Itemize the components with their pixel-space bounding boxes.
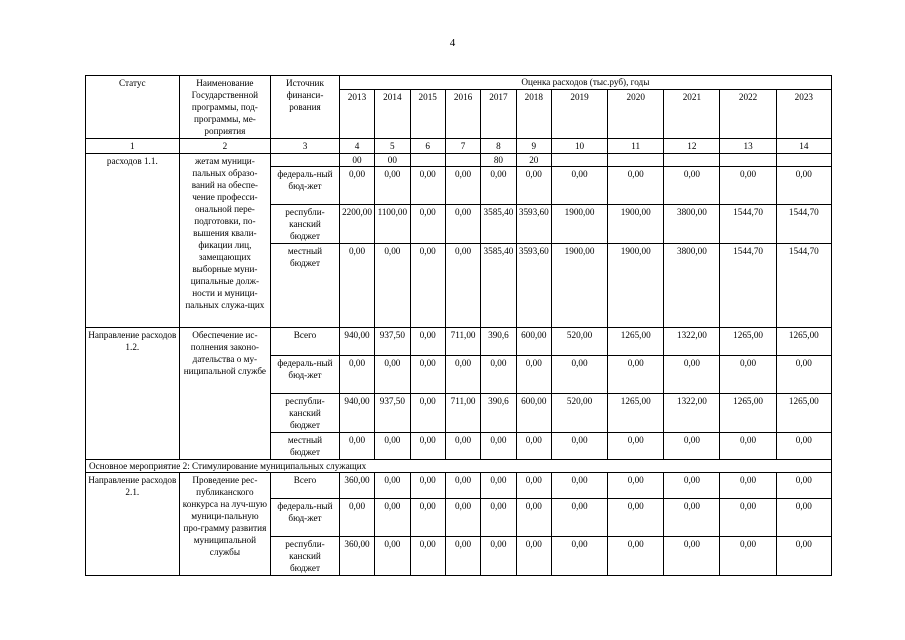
column-number: 7 (445, 139, 480, 154)
value-cell: 0,00 (445, 356, 480, 394)
column-number: 11 (608, 139, 664, 154)
value-cell: 0,00 (608, 473, 664, 499)
value-cell: 0,00 (776, 537, 831, 576)
value-cell: 0,00 (516, 473, 551, 499)
value-cell: 0,00 (410, 167, 445, 205)
header-year: 2022 (720, 90, 776, 139)
value-cell: 1100,00 (375, 205, 410, 244)
value-cell: 1265,00 (776, 328, 831, 356)
column-number: 8 (481, 139, 516, 154)
value-cell: 0,00 (516, 167, 551, 205)
value-cell: 0,00 (410, 328, 445, 356)
value-cell: 0,00 (664, 356, 720, 394)
value-cell: 0,00 (608, 356, 664, 394)
value-cell: 1322,00 (664, 394, 720, 433)
value-cell: 0,00 (339, 244, 374, 328)
value-cell: 0,00 (375, 499, 410, 537)
value-cell: 3593,60 (516, 244, 551, 328)
source-cell: федераль-ный бюд-жет (271, 167, 340, 205)
measure-name: Обеспечение ис-полнения законо-дательства о му-ниципальной службе (179, 328, 271, 460)
value-cell: 0,00 (720, 167, 776, 205)
value-cell: 00 (375, 154, 410, 167)
value-cell (720, 154, 776, 167)
value-cell: 520,00 (551, 328, 607, 356)
value-cell: 0,00 (720, 473, 776, 499)
value-cell: 3593,60 (516, 205, 551, 244)
header-year: 2019 (551, 90, 607, 139)
value-cell: 0,00 (664, 537, 720, 576)
value-cell: 0,00 (375, 433, 410, 460)
value-cell: 0,00 (445, 433, 480, 460)
value-cell: 0,00 (445, 167, 480, 205)
value-cell: 0,00 (776, 167, 831, 205)
value-cell: 3800,00 (664, 244, 720, 328)
value-cell: 20 (516, 154, 551, 167)
value-cell: 00 (339, 154, 374, 167)
value-cell: 0,00 (375, 167, 410, 205)
value-cell: 0,00 (551, 473, 607, 499)
value-cell: 0,00 (516, 433, 551, 460)
value-cell: 0,00 (375, 244, 410, 328)
value-cell: 1900,00 (608, 244, 664, 328)
header-estimate: Оценка расходов (тыс.руб), годы (339, 76, 831, 90)
value-cell: 0,00 (516, 537, 551, 576)
column-number: 14 (776, 139, 831, 154)
header-name: Наименование Государственной программы, под-программы, ме-роприятия (179, 76, 271, 139)
table-row (86, 473, 832, 499)
value-cell: 1322,00 (664, 328, 720, 356)
source-cell: республи-канский бюджет (271, 394, 340, 433)
value-cell: 0,00 (445, 499, 480, 537)
header-year: 2020 (608, 90, 664, 139)
value-cell: 940,00 (339, 394, 374, 433)
value-cell: 0,00 (410, 394, 445, 433)
value-cell: 0,00 (664, 167, 720, 205)
value-cell: 0,00 (339, 167, 374, 205)
value-cell: 600,00 (516, 328, 551, 356)
header-year: 2023 (776, 90, 831, 139)
value-cell: 0,00 (375, 537, 410, 576)
value-cell: 0,00 (516, 356, 551, 394)
value-cell: 0,00 (481, 356, 516, 394)
value-cell: 390,6 (481, 394, 516, 433)
header-year: 2015 (410, 90, 445, 139)
value-cell: 0,00 (410, 244, 445, 328)
value-cell: 711,00 (445, 328, 480, 356)
header-year: 2013 (339, 90, 374, 139)
value-cell (608, 154, 664, 167)
value-cell: 3585,40 (481, 205, 516, 244)
value-cell: 0,00 (720, 433, 776, 460)
value-cell: 1544,70 (720, 205, 776, 244)
value-cell (776, 154, 831, 167)
value-cell: 0,00 (551, 167, 607, 205)
column-number-row (86, 139, 832, 154)
value-cell: 0,00 (375, 473, 410, 499)
value-cell: 0,00 (516, 499, 551, 537)
header-year: 2014 (375, 90, 410, 139)
value-cell: 0,00 (551, 499, 607, 537)
value-cell: 0,00 (339, 356, 374, 394)
value-cell: 0,00 (445, 473, 480, 499)
table-row (86, 328, 832, 356)
value-cell (410, 154, 445, 167)
value-cell: 80 (481, 154, 516, 167)
value-cell: 0,00 (481, 537, 516, 576)
column-number: 4 (339, 139, 374, 154)
value-cell: 360,00 (339, 473, 374, 499)
value-cell (664, 154, 720, 167)
value-cell: 0,00 (776, 356, 831, 394)
status-cell: Направление расходов 1.2. (86, 328, 180, 460)
budget-table (85, 75, 832, 576)
header-year: 2016 (445, 90, 480, 139)
header-year: 2017 (481, 90, 516, 139)
value-cell: 0,00 (664, 433, 720, 460)
value-cell: 711,00 (445, 394, 480, 433)
value-cell (551, 154, 607, 167)
status-cell: Направление расходов 2.1. (86, 473, 180, 576)
value-cell: 0,00 (410, 537, 445, 576)
column-number: 5 (375, 139, 410, 154)
source-cell: местный бюджет (271, 244, 340, 328)
column-number: 3 (271, 139, 340, 154)
value-cell: 0,00 (608, 537, 664, 576)
value-cell: 0,00 (608, 433, 664, 460)
header-source: Источник финанси-рования (271, 76, 340, 139)
value-cell: 1265,00 (608, 328, 664, 356)
measure-name: Проведение рес-публиканского конкурса на луч-шую муници-пальную про-грамму развития муниципальной службы (179, 473, 271, 576)
header-status: Статус (86, 76, 180, 139)
value-cell: 0,00 (339, 499, 374, 537)
value-cell: 1900,00 (551, 205, 607, 244)
column-number: 1 (86, 139, 180, 154)
column-number: 9 (516, 139, 551, 154)
section-row (86, 460, 832, 473)
section-title: Основное мероприятие 2: Стимулирование муниципальных служащих (86, 460, 832, 473)
value-cell: 1544,70 (776, 244, 831, 328)
value-cell: 0,00 (720, 537, 776, 576)
value-cell: 1265,00 (608, 394, 664, 433)
source-cell: федераль-ный бюд-жет (271, 356, 340, 394)
value-cell: 0,00 (551, 433, 607, 460)
source-cell: местный бюджет (271, 433, 340, 460)
source-cell: Всего (271, 473, 340, 499)
status-cell: расходов 1.1. (86, 154, 180, 328)
value-cell: 0,00 (410, 205, 445, 244)
column-number: 6 (410, 139, 445, 154)
header-row (86, 76, 832, 90)
value-cell: 0,00 (551, 537, 607, 576)
value-cell (445, 154, 480, 167)
value-cell: 0,00 (608, 167, 664, 205)
value-cell: 1265,00 (720, 328, 776, 356)
value-cell: 390,6 (481, 328, 516, 356)
value-cell: 0,00 (481, 473, 516, 499)
value-cell: 0,00 (481, 499, 516, 537)
source-cell: Всего (271, 328, 340, 356)
header-year: 2018 (516, 90, 551, 139)
value-cell: 0,00 (720, 499, 776, 537)
value-cell: 2200,00 (339, 205, 374, 244)
value-cell: 0,00 (481, 167, 516, 205)
value-cell: 0,00 (664, 499, 720, 537)
source-cell: республи-канский бюджет (271, 537, 340, 576)
value-cell: 1900,00 (551, 244, 607, 328)
header-year: 2021 (664, 90, 720, 139)
value-cell: 0,00 (339, 433, 374, 460)
value-cell: 0,00 (776, 433, 831, 460)
value-cell: 937,50 (375, 328, 410, 356)
source-cell (271, 154, 340, 167)
measure-name: жетам муници-пальных образо-ваний на обеспе-чение професси-ональной пере-подготовки, по-вышения квали-фикации лиц, замещающих выборные муни-ципальные долж-ности и муници-пальных служа-щих (179, 154, 271, 328)
value-cell: 1544,70 (720, 244, 776, 328)
source-cell: федераль-ный бюд-жет (271, 499, 340, 537)
value-cell: 937,50 (375, 394, 410, 433)
value-cell: 0,00 (720, 356, 776, 394)
value-cell: 1900,00 (608, 205, 664, 244)
value-cell: 3800,00 (664, 205, 720, 244)
value-cell: 0,00 (776, 473, 831, 499)
value-cell: 0,00 (608, 499, 664, 537)
value-cell: 0,00 (481, 433, 516, 460)
value-cell: 600,00 (516, 394, 551, 433)
value-cell: 1265,00 (720, 394, 776, 433)
value-cell: 0,00 (551, 356, 607, 394)
column-number: 10 (551, 139, 607, 154)
value-cell: 0,00 (776, 499, 831, 537)
value-cell: 0,00 (664, 473, 720, 499)
column-number: 2 (179, 139, 271, 154)
value-cell: 3585,40 (481, 244, 516, 328)
value-cell: 0,00 (410, 356, 445, 394)
value-cell: 520,00 (551, 394, 607, 433)
value-cell: 1265,00 (776, 394, 831, 433)
value-cell: 0,00 (410, 433, 445, 460)
value-cell: 0,00 (410, 473, 445, 499)
column-number: 13 (720, 139, 776, 154)
column-number: 12 (664, 139, 720, 154)
value-cell: 1544,70 (776, 205, 831, 244)
page-number: 4 (449, 37, 456, 49)
value-cell: 940,00 (339, 328, 374, 356)
value-cell: 0,00 (410, 499, 445, 537)
value-cell: 0,00 (445, 205, 480, 244)
value-cell: 360,00 (339, 537, 374, 576)
value-cell: 0,00 (445, 244, 480, 328)
table-row (86, 154, 832, 167)
value-cell: 0,00 (375, 356, 410, 394)
source-cell: республи-канский бюджет (271, 205, 340, 244)
value-cell: 0,00 (445, 537, 480, 576)
